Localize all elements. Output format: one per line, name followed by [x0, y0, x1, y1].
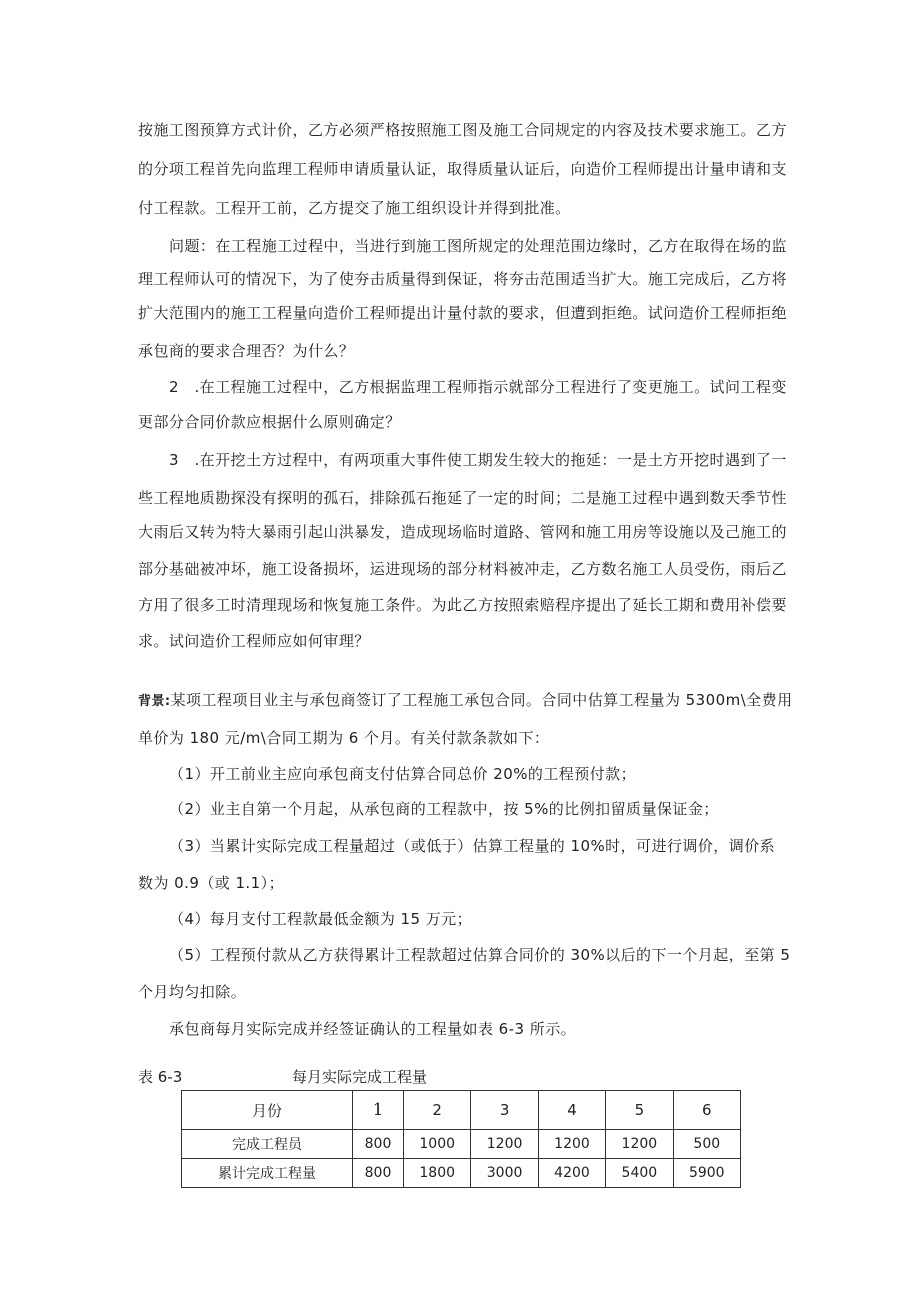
row-label: 累计完成工程量	[182, 1159, 353, 1188]
question-3-line: 些工程地质勘探没有探明的孤石，排除孤石拖延了一定的时间；二是施工过程中遇到数天季节性	[138, 489, 787, 507]
background-text: 某项工程项目业主与承包商签订了工程施工承包合同。合同中估算工程量为 5300m\全费用	[170, 691, 793, 709]
month-cell: 2	[404, 1091, 471, 1130]
background-label: 背景:	[138, 694, 171, 709]
month-cell: 1	[353, 1091, 404, 1130]
clause-1: （1）开工前业主应向承包商支付估算合同总价 20%的工程预付款；	[169, 765, 637, 783]
work-quantity-table	[181, 1090, 741, 1188]
question-1-line: 承包商的要求合理否？为什么？	[138, 342, 355, 360]
clause-3-cont: 数为 0.9（或 1.1）；	[138, 874, 285, 892]
background-line: 单价为 180 元/m\合同工期为 6 个月。有关付款条款如下：	[138, 729, 550, 747]
question-1-line: 理工程师认可的情况下，为了使夯击质量得到保证，将夯击范围适当扩大。施工完成后，乙方将	[138, 270, 787, 288]
question-3-line: 方用了很多工时清理现场和恢复施工条件。为此乙方按照索赔程序提出了延长工期和费用补偿要	[138, 596, 787, 614]
table-title: 每月实际完成工程量	[292, 1068, 428, 1086]
table-cell: 5900	[673, 1159, 740, 1188]
question-3-line: 部分基础被冲坏，施工设备损坏，运进现场的部分材料被冲走，乙方数名施工人员受伤，雨后乙	[138, 560, 787, 578]
table-cell: 800	[353, 1159, 404, 1188]
question-2-line: 2 .在工程施工过程中，乙方根据监理工程师指示就部分工程进行了变更施工。试问工程变	[169, 378, 787, 396]
table-cell: 800	[353, 1130, 404, 1159]
question-3-line: 3 .在开挖土方过程中，有两项重大事件使工期发生较大的拖延：一是土方开挖时遇到了一	[169, 451, 787, 469]
table-cell: 4200	[538, 1159, 605, 1188]
paragraph-line: 按施工图预算方式计价，乙方必须严格按照施工图及施工合同规定的内容及技术要求施工。乙方	[138, 121, 787, 139]
question-1-line: 问题：在工程施工过程中，当进行到施工图所规定的处理范围边缘时，乙方在取得在场的监	[169, 237, 788, 255]
table-cell: 500	[673, 1130, 740, 1159]
table-row	[182, 1130, 741, 1159]
question-3-line: 求。试问造价工程师应如何审理？	[138, 632, 370, 650]
table-cell: 1800	[404, 1159, 471, 1188]
question-1-line: 扩大范围内的施工工程量向造价工程师提出计量付款的要求，但遭到拒绝。试问造价工程师拒绝	[138, 304, 787, 322]
month-header: 月份	[182, 1091, 353, 1130]
table-header-row	[182, 1091, 741, 1130]
clause-2: （2）业主自第一个月起，从承包商的工程款中，按 5%的比例扣留质量保证金；	[169, 800, 719, 818]
table-cell: 1200	[538, 1130, 605, 1159]
table-cell: 1200	[606, 1130, 673, 1159]
closing-sentence: 承包商每月实际完成并经签证确认的工程量如表 6-3 所示。	[169, 1020, 577, 1038]
clause-5: （5）工程预付款从乙方获得累计工程款超过估算合同价的 30%以后的下一个月起，至第 5	[169, 946, 791, 964]
table-cell: 1200	[471, 1130, 538, 1159]
month-cell: 5	[606, 1091, 673, 1130]
table-number: 表 6-3	[138, 1068, 183, 1086]
table-row	[182, 1159, 741, 1188]
background-line	[138, 690, 793, 712]
month-cell: 4	[538, 1091, 605, 1130]
question-3-line: 大雨后又转为特大暴雨引起山洪暴发，造成现场临时道路、管网和施工用房等设施以及己施工的	[138, 523, 787, 541]
paragraph-line: 的分项工程首先向监理工程师申请质量认证，取得质量认证后，向造价工程师提出计量申请和支	[138, 160, 787, 178]
table-cell: 3000	[471, 1159, 538, 1188]
row-label: 完成工程员	[182, 1130, 353, 1159]
month-cell: 6	[673, 1091, 740, 1130]
table-cell: 1000	[404, 1130, 471, 1159]
clause-4: （4）每月支付工程款最低金额为 15 万元；	[169, 910, 473, 928]
paragraph-line: 付工程款。工程开工前，乙方提交了施工组织设计并得到批准。	[138, 199, 571, 217]
question-2-line: 更部分合同价款应根据什么原则确定？	[138, 413, 401, 431]
clause-3: （3）当累计实际完成工程量超过（或低于）估算工程量的 10%时，可进行调价，调价系	[169, 837, 776, 855]
month-cell: 3	[471, 1091, 538, 1130]
table-cell: 5400	[606, 1159, 673, 1188]
clause-5-cont: 个月均匀扣除。	[138, 983, 247, 1001]
